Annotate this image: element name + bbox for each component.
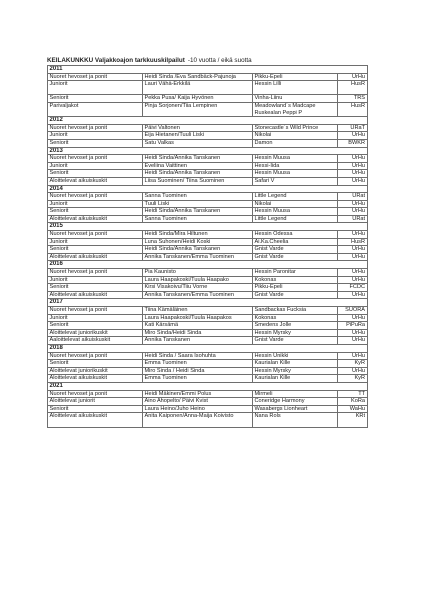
class-cell: Aloittelevat aikuiskuskit bbox=[48, 375, 143, 383]
table-row bbox=[48, 322, 368, 330]
class-cell: Seniorit bbox=[48, 95, 143, 103]
class-cell: Juniorit bbox=[48, 276, 143, 284]
class-cell: Aloittelevat aikuiskuskit bbox=[48, 413, 143, 427]
horse-cell: Nana Rols bbox=[253, 413, 338, 427]
table-row bbox=[48, 314, 368, 322]
class-cell: Nuoret hevoset ja ponit bbox=[48, 73, 143, 81]
class-cell: Juniorit bbox=[48, 132, 143, 140]
club-cell: KyR bbox=[338, 375, 368, 383]
class-cell: Nuoret hevoset ja ponit bbox=[48, 124, 143, 132]
club-cell: BWKR bbox=[338, 139, 368, 147]
table-row bbox=[48, 253, 368, 261]
driver-cell: Eveliina Vaittinen bbox=[143, 162, 253, 170]
club-cell: UrHu bbox=[338, 162, 368, 170]
table-row bbox=[48, 170, 368, 178]
driver-cell: Emma Tuominen bbox=[143, 360, 253, 368]
club-cell: KoRa bbox=[338, 398, 368, 406]
driver-cell: Laura Haapakoski/Tuula Haapakos bbox=[143, 314, 253, 322]
driver-cell: Annika Tanskanen/Emma Tuominen bbox=[143, 253, 253, 261]
horse-cell: Smedens Jolle bbox=[253, 322, 338, 330]
table-row bbox=[48, 102, 368, 116]
table-row bbox=[48, 246, 368, 254]
club-cell: UrHu bbox=[338, 231, 368, 239]
club-cell: UrHu bbox=[338, 337, 368, 345]
class-cell: Aloittelevat aikuiskuskit bbox=[48, 177, 143, 185]
table-row bbox=[48, 231, 368, 239]
club-cell: KRt bbox=[338, 413, 368, 427]
driver-cell: Sanna Tuominen bbox=[143, 193, 253, 201]
class-cell: Seniorit bbox=[48, 284, 143, 292]
year-label: 2011 bbox=[48, 66, 368, 74]
horse-cell: Hessin Myrsky bbox=[253, 367, 338, 375]
driver-cell: Pekka Pusa/ Kaija Hyvönen bbox=[143, 95, 253, 103]
class-cell: Juniorit bbox=[48, 200, 143, 208]
table-row bbox=[48, 238, 368, 246]
horse-cell: Hessin Muusa bbox=[253, 170, 338, 178]
horse-cell: Damon bbox=[253, 139, 338, 147]
driver-cell: Kati Kärsämä bbox=[143, 322, 253, 330]
driver-cell: Liisa Suominen/ Tiina Suominen bbox=[143, 177, 253, 185]
club-cell: UrHu bbox=[338, 73, 368, 81]
horse-cell: Nikolai bbox=[253, 132, 338, 140]
club-cell: UrHu bbox=[338, 352, 368, 360]
table-row bbox=[48, 413, 368, 427]
club-cell: UrHu bbox=[338, 291, 368, 299]
horse-cell: Pikku-Epeli bbox=[253, 73, 338, 81]
driver-cell: Heidi Sinda/Annika Tanskanen bbox=[143, 246, 253, 254]
driver-cell: Tuuli Liski bbox=[143, 200, 253, 208]
club-cell: KyR bbox=[338, 360, 368, 368]
driver-cell: Miro Sinda / Heidi Sinda bbox=[143, 367, 253, 375]
club-cell: URat bbox=[338, 215, 368, 223]
class-cell: Aloittelevat juniorikuskit bbox=[48, 367, 143, 375]
class-cell: Nuoret hevoset ja ponit bbox=[48, 307, 143, 315]
table-row bbox=[48, 307, 368, 315]
horse-cell: Mirmeli bbox=[253, 390, 338, 398]
club-cell: SUORA bbox=[338, 307, 368, 315]
horse-cell: Kokonas bbox=[253, 276, 338, 284]
driver-cell: Heidi Sinda/Annika Tanskanen bbox=[143, 170, 253, 178]
driver-cell: Heidi Sinda/Annika Tanskanen bbox=[143, 155, 253, 163]
table-row bbox=[48, 276, 368, 284]
class-cell: Seniorit bbox=[48, 322, 143, 330]
table-row bbox=[48, 162, 368, 170]
class-cell: Seniorit bbox=[48, 170, 143, 178]
club-cell: UrHu bbox=[338, 367, 368, 375]
year-label: 2018 bbox=[48, 344, 368, 352]
horse-cell: Vinha-Liinu bbox=[253, 95, 338, 103]
class-cell: Seniorit bbox=[48, 139, 143, 147]
horse-cell: Hessin Lilli bbox=[253, 81, 338, 95]
driver-cell: Anita Kaiponen/Anna-Maija Koivisto bbox=[143, 413, 253, 427]
year-header-row bbox=[48, 147, 368, 155]
table-row bbox=[48, 405, 368, 413]
year-header-row bbox=[48, 185, 368, 193]
horse-cell: Safari V bbox=[253, 177, 338, 185]
year-label: 2012 bbox=[48, 117, 368, 125]
class-cell: Nuoret hevoset ja ponit bbox=[48, 390, 143, 398]
table-row bbox=[48, 73, 368, 81]
driver-cell: Miro Sinda/Heidi Sinda bbox=[143, 329, 253, 337]
driver-cell: Heidi Sinda/Mira Hiltunen bbox=[143, 231, 253, 239]
class-cell: Seniorit bbox=[48, 405, 143, 413]
driver-cell: Lauri Vähä-Erkkilä bbox=[143, 81, 253, 95]
table-row bbox=[48, 155, 368, 163]
table-row bbox=[48, 81, 368, 95]
class-cell: Aloittelevat juniorit bbox=[48, 398, 143, 406]
class-cell: Nuoret hevoset ja ponit bbox=[48, 269, 143, 277]
title-subtitle: -10 vuotta / eikä suotta bbox=[187, 57, 252, 64]
horse-cell: Coneridge Harmony bbox=[253, 398, 338, 406]
horse-cell: Stonecastle´s Wild Prince bbox=[253, 124, 338, 132]
table-row bbox=[48, 291, 368, 299]
document-title bbox=[47, 57, 367, 65]
title-text: KEILAKUNKKU Valjakkoajon tarkkuuskilpailut bbox=[47, 57, 185, 64]
table-row bbox=[48, 375, 368, 383]
club-cell: UrHu bbox=[338, 314, 368, 322]
horse-cell: Wasabergs Lionheart bbox=[253, 405, 338, 413]
club-cell: TRS bbox=[338, 95, 368, 103]
class-cell: Aaloittelevat aikuiskuskit bbox=[48, 337, 143, 345]
horse-cell: Gnist Varde bbox=[253, 291, 338, 299]
class-cell: Aloittelevat aikuiskuskit bbox=[48, 253, 143, 261]
club-cell: UrHu bbox=[338, 253, 368, 261]
driver-cell: Eija Hietanen/Tuuli Liski bbox=[143, 132, 253, 140]
club-cell: UrHu bbox=[338, 170, 368, 178]
table-row bbox=[48, 329, 368, 337]
table-row bbox=[48, 124, 368, 132]
driver-cell: Annika Tanskanen bbox=[143, 337, 253, 345]
club-cell: TT bbox=[338, 390, 368, 398]
year-label: 2015 bbox=[48, 223, 368, 231]
class-cell: Aloittelevat aikuiskuskit bbox=[48, 291, 143, 299]
driver-cell: Pinja Sorjonen/Tiia Lempinen bbox=[143, 102, 253, 116]
club-cell: UrHu bbox=[338, 200, 368, 208]
driver-cell: Laura Heino/Juho Heino bbox=[143, 405, 253, 413]
horse-cell: Hessi-Iida bbox=[253, 162, 338, 170]
table-row bbox=[48, 215, 368, 223]
club-cell: UrHu bbox=[338, 177, 368, 185]
class-cell: Seniorit bbox=[48, 246, 143, 254]
table-row bbox=[48, 352, 368, 360]
driver-cell: Laura Haapakoski/Tuula Haapako bbox=[143, 276, 253, 284]
year-header-row bbox=[48, 223, 368, 231]
class-cell: Seniorit bbox=[48, 360, 143, 368]
club-cell: UrHu bbox=[338, 132, 368, 140]
year-header-row bbox=[48, 66, 368, 74]
club-cell: FCDC bbox=[338, 284, 368, 292]
class-cell: Nuoret hevoset ja ponit bbox=[48, 193, 143, 201]
horse-cell: Hessin Myrsky bbox=[253, 329, 338, 337]
club-cell: UrHu bbox=[338, 155, 368, 163]
table-row bbox=[48, 132, 368, 140]
results-table bbox=[47, 65, 368, 428]
year-label: 2013 bbox=[48, 147, 368, 155]
club-cell: HusR bbox=[338, 102, 368, 116]
driver-cell: Kirsi Visakoivu/Tiiu Vorne bbox=[143, 284, 253, 292]
horse-cell: Hessin Muusa bbox=[253, 208, 338, 216]
driver-cell: Sanna Tuominen bbox=[143, 215, 253, 223]
class-cell: Parivaljakot bbox=[48, 102, 143, 116]
horse-cell: Hessin Muusa bbox=[253, 155, 338, 163]
table-row bbox=[48, 269, 368, 277]
year-label: 2021 bbox=[48, 382, 368, 390]
driver-cell: Luna Suhonen/Heidi Koski bbox=[143, 238, 253, 246]
horse-cell: Kaurialan Kille bbox=[253, 360, 338, 368]
driver-cell: Aino Ahopelto/ Päivi Kvist bbox=[143, 398, 253, 406]
class-cell: Aloittelevat juniorikuskit bbox=[48, 329, 143, 337]
table-row bbox=[48, 139, 368, 147]
table-row bbox=[48, 367, 368, 375]
table-row bbox=[48, 193, 368, 201]
horse-cell: Sandbackas Fucksia bbox=[253, 307, 338, 315]
driver-cell: Heidi Sinda/Annika Tanskanen bbox=[143, 208, 253, 216]
club-cell: URaT bbox=[338, 124, 368, 132]
table-row bbox=[48, 390, 368, 398]
year-label: 2017 bbox=[48, 299, 368, 307]
class-cell: Nuoret hevoset ja ponit bbox=[48, 155, 143, 163]
year-header-row bbox=[48, 299, 368, 307]
table-row bbox=[48, 398, 368, 406]
club-cell: UrHu bbox=[338, 208, 368, 216]
table-row bbox=[48, 284, 368, 292]
results-table-body bbox=[48, 66, 368, 428]
year-header-row bbox=[48, 117, 368, 125]
horse-cell: Kaurialan Kille bbox=[253, 375, 338, 383]
table-row bbox=[48, 337, 368, 345]
class-cell: Nuoret hevoset ja ponit bbox=[48, 231, 143, 239]
horse-cell: Gnist Varde bbox=[253, 253, 338, 261]
horse-cell: Hessin Paronitar bbox=[253, 269, 338, 277]
horse-cell: Pikku-Epeli bbox=[253, 284, 338, 292]
driver-cell: Pia Kaunisto bbox=[143, 269, 253, 277]
class-cell: Juniorit bbox=[48, 314, 143, 322]
year-header-row bbox=[48, 261, 368, 269]
driver-cell: Heidi Sinda / Saara Isohuhta bbox=[143, 352, 253, 360]
class-cell: Seniorit bbox=[48, 208, 143, 216]
table-row bbox=[48, 177, 368, 185]
club-cell: HusR bbox=[338, 238, 368, 246]
horse-cell: Little Legend bbox=[253, 193, 338, 201]
horse-cell: Meadowland´s Madcape Ruskealan Peppi P bbox=[253, 102, 338, 116]
horse-cell: Nikolai bbox=[253, 200, 338, 208]
driver-cell: Heidi Mäkinen/Emmi Polus bbox=[143, 390, 253, 398]
results-document bbox=[47, 57, 367, 428]
club-cell: UrHu bbox=[338, 269, 368, 277]
club-cell: UrHu bbox=[338, 329, 368, 337]
class-cell: Juniorit bbox=[48, 238, 143, 246]
table-row bbox=[48, 360, 368, 368]
year-label: 2016 bbox=[48, 261, 368, 269]
driver-cell: Emma Tuominen bbox=[143, 375, 253, 383]
club-cell: UrHu bbox=[338, 276, 368, 284]
club-cell: URat bbox=[338, 193, 368, 201]
table-row bbox=[48, 95, 368, 103]
horse-cell: Little Legend bbox=[253, 215, 338, 223]
driver-cell: Päivi Valtonen bbox=[143, 124, 253, 132]
club-cell: WaHu bbox=[338, 405, 368, 413]
club-cell: UrHu bbox=[338, 246, 368, 254]
horse-cell: Hessin Unikki bbox=[253, 352, 338, 360]
driver-cell: Heidi Sinda /Eva Sandbäck-Pajunoja bbox=[143, 73, 253, 81]
horse-cell: Kokonas bbox=[253, 314, 338, 322]
class-cell: Juniorit bbox=[48, 162, 143, 170]
driver-cell: Annika Tanskanen/Emma Tuominen bbox=[143, 291, 253, 299]
year-header-row bbox=[48, 344, 368, 352]
driver-cell: Satu Valkas bbox=[143, 139, 253, 147]
horse-cell: Hessin Odessa bbox=[253, 231, 338, 239]
club-cell: HusR bbox=[338, 81, 368, 95]
driver-cell: Tiina Kämäläinen bbox=[143, 307, 253, 315]
table-row bbox=[48, 200, 368, 208]
year-label: 2014 bbox=[48, 185, 368, 193]
class-cell: Nuoret hevoset ja ponit bbox=[48, 352, 143, 360]
class-cell: Juniorit bbox=[48, 81, 143, 95]
horse-cell: Gnist Varde bbox=[253, 337, 338, 345]
table-row bbox=[48, 208, 368, 216]
class-cell: Aloittelevat aikuiskuskit bbox=[48, 215, 143, 223]
club-cell: PiPuRa bbox=[338, 322, 368, 330]
year-header-row bbox=[48, 382, 368, 390]
horse-cell: Gnist Varde bbox=[253, 246, 338, 254]
horse-cell: Ai.Ka.Cheelia bbox=[253, 238, 338, 246]
